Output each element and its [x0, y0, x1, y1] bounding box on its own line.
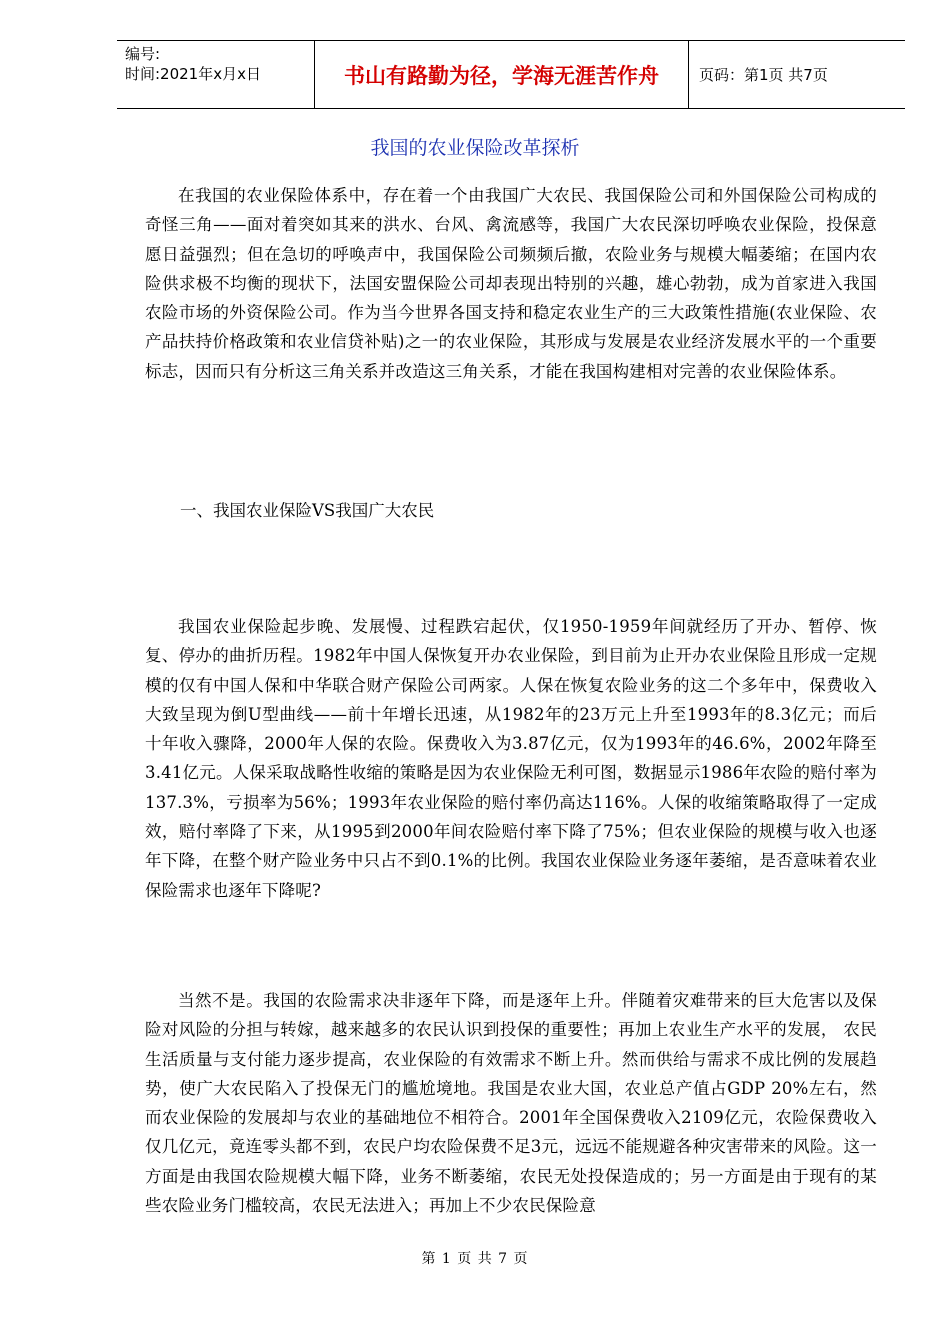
paragraph-intro: 在我国的农业保险体系中，存在着一个由我国广大农民、我国保险公司和外国保险公司构成的奇怪三角——面对着突如其来的洪水、台风、禽流感等，我国广大农民深切呼唤农业保险，投保意愿日益强烈；但在急切的呼唤声中，我国保险公司频频后撤，农险业务与规模大幅萎缩；在国内农险供求极不均衡的现状下，法国安盟保险公司却表现出特别的兴趣，雄心勃勃，成为首家进入我国农险市场的外资保险公司。作为当今世界各国支持和稳定农业生产的三大政策性措施(农业保险、农产品扶持价格政策和农业信贷补贴)之一的农业保险，其形成与发展是农业经济发展水平的一个重要标志，因而只有分析这三角关系并改造这三角关系，才能在我国构建相对完善的农业保险体系。: [145, 186, 877, 381]
paragraph-demand: 当然不是。我国的农险需求决非逐年下降，而是逐年上升。伴随着灾难带来的巨大危害以及保险对风险的分担与转嫁，越来越多的农民认识到投保的重要性；再加上农业生产水平的发展， 农民生活质量与支付能力逐步提高，农业保险的有效需求不断上升。然而供给与需求不成比例的发展趋势，使广大农民陷入了投保无门的尴尬境地。我国是农业大国，农业总产值占GDP 20%左右，然而农业保险的发展却与农业的基础地位不相符合。2001年全国保费收入2109亿元，农险保费收入仅几亿元，竟连零头都不到，农民户均农险保费不足3元，远远不能规避各种灾害带来的风险。这一方面是由我国农险规模大幅下降，业务不断萎缩，农民无处投保造成的；另一方面是由于现有的某些农险业务门槛较高，农民无法进入；再加上不少农民保险意: [145, 991, 877, 1216]
time-label: 时间:2021年x月x日: [125, 65, 261, 83]
header-motto: 书山有路勤为径，学海无涯苦作舟: [315, 41, 689, 108]
header-page-info: 页码：第1页 共7页: [699, 66, 828, 84]
number-label: 编号:: [125, 45, 161, 63]
section-heading: 一、我国农业保险VS我国广大农民: [180, 501, 435, 520]
page-header: [117, 40, 905, 109]
header-meta: [117, 41, 315, 108]
page-footer: 第 1 页 共 7 页: [421, 1251, 529, 1267]
document-title: 我国的农业保险改革探析: [370, 137, 580, 159]
paragraph-history: 我国农业保险起步晚、发展慢、过程跌宕起伏，仅1950-1959年间就经历了开办、暂停、恢复、停办的曲折历程。1982年中国人保恢复开办农业保险，到目前为止开办农业保险且形成一定规模的仅有中国人保和中华联合财产保险公司两家。人保在恢复农险业务的这二个多年中，保费收入大致呈现为倒U型曲线——前十年增长迅速，从1982年的23万元上升至1993年的8.3亿元；而后十年收入骤降，2000年人保的农险。保费收入为3.87亿元，仅为1993年的46.6%，2002年降至3.41亿元。人保采取战略性收缩的策略是因为农业保险无利可图，数据显示1986年农险的赔付率为137.3%，亏损率为56%；1993年农业保险的赔付率仍高达116%。人保的收缩策略取得了一定成效，赔付率降了下来，从1995到2000年间农险赔付率下降了75%；但农业保险的规模与收入也逐年下降，在整个财产险业务中只占不到0.1%的比例。我国农业保险业务逐年萎缩，是否意味着农业保险需求也逐年下降呢?: [145, 617, 877, 900]
